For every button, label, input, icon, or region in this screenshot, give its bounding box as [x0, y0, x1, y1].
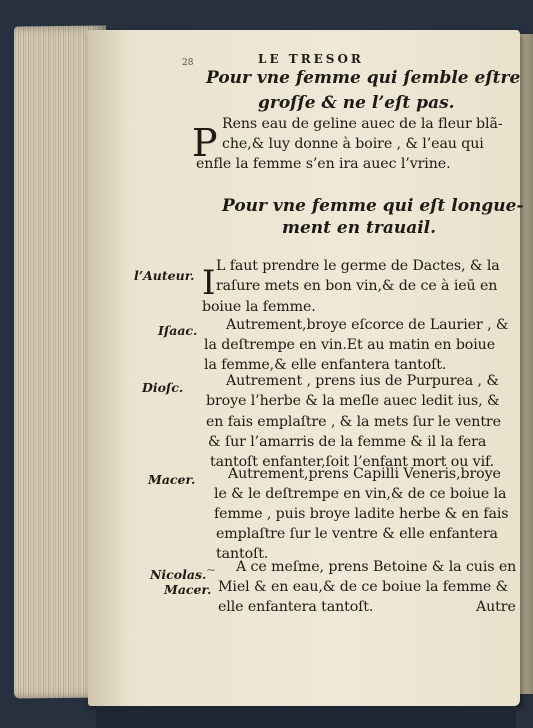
section1-line: Rens eau de geline auec de la fleur blã-: [222, 116, 503, 132]
macer-line: femme , puis broye ladite herbe & en fais: [214, 506, 509, 522]
diosc-line: tantoſt enfanter,ſoit l’enfant mort ou vif.: [210, 454, 495, 470]
background-strip: [96, 706, 516, 728]
macer-line: le & le deſtrempe en vin,& de ce boiue la: [214, 486, 507, 502]
section1-title-line1: Pour vne femme qui ſemble eſtre: [206, 68, 521, 88]
section1-line: che,& luy donne à boire , & l’eau qui: [222, 136, 484, 152]
auteur-line: L faut prendre le germe de Dactes, & la: [216, 258, 500, 274]
facing-page-edge: [520, 34, 533, 694]
margin-note-nicolas: Nicolas.: [150, 567, 207, 582]
leader-dash: ~: [206, 563, 217, 577]
auteur-line: raſure mets en bon vin,& de ce à ieū en: [216, 278, 498, 294]
running-head: LE TRESOR: [258, 52, 364, 66]
macer-line: emplaſtre ſur le ventre & elle enfantera: [216, 526, 498, 542]
page-number: 28: [182, 58, 194, 68]
nicolas-line: A ce meſme, prens Betoine & la cuis en: [236, 559, 517, 575]
section1-title-line2: groſſe & ne l’eſt pas.: [258, 93, 455, 113]
margin-note-diosc: Dioſc.: [142, 380, 184, 395]
nicolas-line: Miel & en eau,& de ce boiue la femme &: [218, 579, 509, 595]
auteur-line: boiue la femme.: [202, 299, 316, 315]
section1-line: enfle la femme s’en ira auec l’vrine.: [196, 156, 451, 172]
diosc-line: Autrement , prens ius de Purpurea , &: [226, 373, 499, 389]
margin-note-macer: Macer.: [148, 472, 196, 487]
section2-title-line2: ment en trauail.: [282, 218, 437, 238]
macer-line: tantoſt.: [216, 546, 269, 562]
margin-note-auteur: l’Auteur.: [134, 268, 195, 283]
diosc-line: en fais emplaſtre , & la mets ſur le ventre: [206, 414, 501, 430]
nicolas-line: elle enfantera tantoſt.: [218, 599, 374, 615]
isaac-line: la deſtrempe en vin.Et au matin en boiue: [204, 337, 496, 353]
isaac-line: la femme,& elle enfantera tantoſt.: [204, 357, 447, 373]
margin-note-isaac: Iſaac.: [158, 323, 198, 338]
section2-title-line1: Pour vne femme qui eſt longue-: [222, 196, 524, 216]
diosc-line: broye l’herbe & la meſle auec ledit ius, &: [206, 393, 500, 409]
dropcap-i: I: [202, 263, 216, 303]
catchword: Autre: [476, 599, 516, 615]
macer-line: Autrement,prens Capilli Veneris,broye: [228, 466, 501, 482]
margin-note-macer-2: Macer.: [164, 582, 212, 597]
dropcap-p: P: [192, 121, 218, 165]
diosc-line: & ſur l’amarris de la femme & il la fera: [208, 434, 487, 450]
isaac-line: Autrement,broye eſcorce de Laurier , &: [226, 317, 509, 333]
